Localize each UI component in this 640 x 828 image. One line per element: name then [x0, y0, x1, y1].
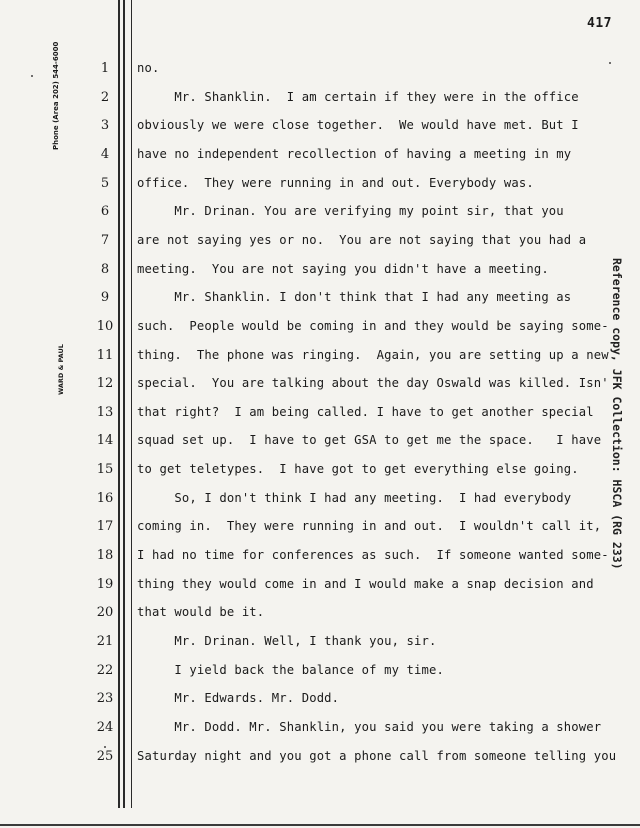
scan-speck [31, 75, 33, 77]
line-number: 18 [96, 548, 114, 563]
transcript-line: thing. The phone was ringing. Again, you are setting up a new [137, 348, 609, 362]
margin-rule [123, 0, 125, 808]
line-number: 5 [100, 176, 110, 191]
line-number: 14 [96, 433, 114, 448]
transcript-line: Mr. Drinan. You are verifying my point sir, that you [137, 204, 564, 218]
line-number: 20 [96, 605, 114, 620]
transcript-line: Mr. Dodd. Mr. Shanklin, you said you were taking a shower [137, 720, 602, 734]
transcript-line: squad set up. I have to get GSA to get me the space. I have [137, 433, 602, 447]
transcript-line: that right? I am being called. I have to get another special [137, 405, 594, 419]
transcript-line: are not saying yes or no. You are not saying that you had a [137, 233, 587, 247]
transcript-line: Saturday night and you got a phone call from someone telling you [137, 749, 617, 763]
line-number: 13 [96, 405, 114, 420]
transcript-line: meeting. You are not saying you didn't have a meeting. [137, 262, 549, 276]
line-number: 1 [100, 61, 110, 76]
line-number: 6 [100, 204, 110, 219]
line-number: 17 [96, 519, 114, 534]
line-number: 11 [96, 348, 114, 363]
line-number: 19 [96, 577, 114, 592]
line-number: 12 [96, 376, 114, 391]
line-number: 16 [96, 491, 114, 506]
line-number: 24 [96, 720, 114, 735]
transcript-line: office. They were running in and out. Everybody was. [137, 176, 534, 190]
side-firm-name: WARD & PAUL [57, 344, 65, 395]
transcript-line: Mr. Shanklin. I don't think that I had any meeting as [137, 290, 572, 304]
line-number: 23 [96, 691, 114, 706]
line-number: 10 [96, 319, 114, 334]
transcript-line: Mr. Shanklin. I am certain if they were in the office [137, 90, 579, 104]
margin-rule [131, 0, 132, 808]
transcript-line: coming in. They were running in and out. I wouldn't call it, [137, 519, 602, 533]
line-number: 7 [100, 233, 110, 248]
bottom-rule [0, 824, 640, 826]
transcript-line: no. [137, 61, 160, 75]
line-number: 15 [96, 462, 114, 477]
transcript-line: such. People would be coming in and they would be saying some- [137, 319, 609, 333]
transcript-line: I yield back the balance of my time. [137, 663, 444, 677]
transcript-line: to get teletypes. I have got to get everything else going. [137, 462, 579, 476]
transcript-line: obviously we were close together. We would have met. But I [137, 118, 579, 132]
line-number: 9 [100, 290, 110, 305]
transcript-line: have no independent recollection of having a meeting in my [137, 147, 572, 161]
side-phone-number: Phone (Area 202) 544-6000 [52, 41, 60, 150]
transcript-line: I had no time for conferences as such. If someone wanted some- [137, 548, 609, 562]
transcript-line: special. You are talking about the day Oswald was killed. Isn' [137, 376, 609, 390]
line-number: 25 [96, 749, 114, 764]
line-number: 22 [96, 663, 114, 678]
scan-speck [609, 62, 611, 64]
scan-speck [104, 746, 106, 748]
line-number: 8 [100, 262, 110, 277]
line-number: 2 [100, 90, 110, 105]
line-number: 3 [100, 118, 110, 133]
page-number: 417 [587, 16, 612, 31]
transcript-line: that would be it. [137, 605, 265, 619]
line-number: 4 [100, 147, 110, 162]
transcript-line: So, I don't think I had any meeting. I had everybody [137, 491, 572, 505]
transcript-line: thing they would come in and I would make a snap decision and [137, 577, 594, 591]
transcript-line: Mr. Edwards. Mr. Dodd. [137, 691, 340, 705]
transcript-line: Mr. Drinan. Well, I thank you, sir. [137, 634, 437, 648]
margin-rule [118, 0, 120, 808]
line-number: 21 [96, 634, 114, 649]
reference-stamp: Reference copy, JFK Collection: HSCA (RG 233) [610, 258, 624, 570]
